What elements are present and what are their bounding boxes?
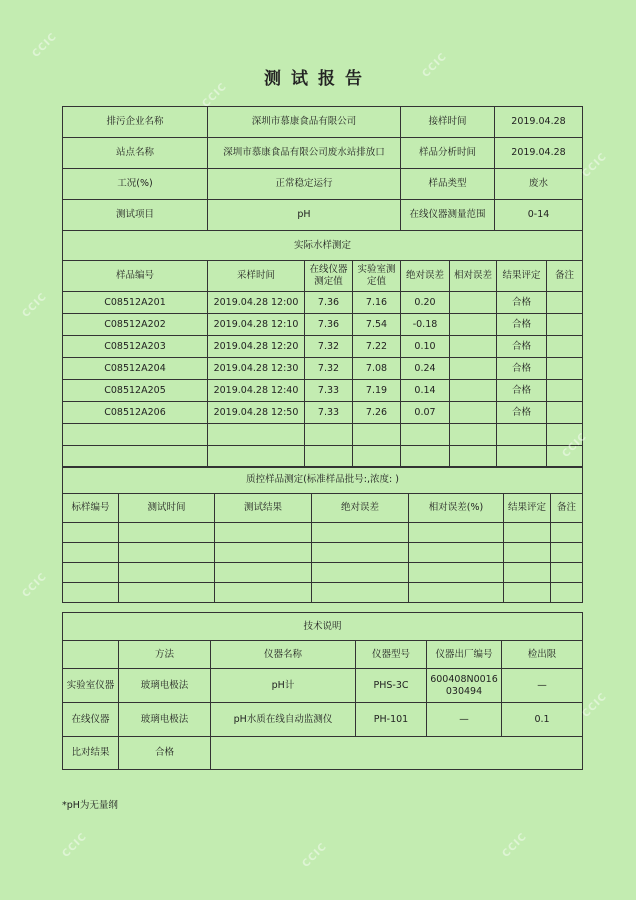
result: 合格: [497, 380, 547, 402]
watermark: CCIC: [300, 841, 330, 870]
note: [547, 314, 583, 336]
abs-error: 0.10: [401, 336, 450, 358]
watermark: CCIC: [500, 831, 530, 860]
sample-id: C08512A206: [63, 402, 208, 424]
site-label: 站点名称: [63, 138, 208, 169]
tech-header: 检出限: [502, 641, 583, 669]
analysis-time-value: 2019.04.28: [495, 138, 583, 169]
abs-error: 0.24: [401, 358, 450, 380]
qc-header: 测试时间: [119, 494, 215, 523]
result: 合格: [497, 358, 547, 380]
actual-header: 结果评定: [497, 261, 547, 292]
note: [547, 292, 583, 314]
lab-value: 7.19: [353, 380, 401, 402]
watermark: CCIC: [580, 691, 610, 720]
result: 合格: [497, 292, 547, 314]
sample-type-label: 样品类型: [401, 169, 495, 200]
tech-header: 方法: [119, 641, 211, 669]
empty-row: [63, 543, 583, 563]
sample-time-value: 2019.04.28: [495, 107, 583, 138]
sample-time-label: 接样时间: [401, 107, 495, 138]
info-table: [62, 106, 583, 231]
table-row: [63, 703, 583, 737]
lab-value: 7.54: [353, 314, 401, 336]
qc-header: 相对误差(%): [409, 494, 504, 523]
instrument-serial: 600408N0016030494: [427, 669, 502, 703]
actual-header: 相对误差: [450, 261, 497, 292]
table-row: [63, 380, 583, 402]
empty-row: [63, 523, 583, 543]
note: [547, 336, 583, 358]
table-row: [63, 314, 583, 336]
actual-header: 绝对误差: [401, 261, 450, 292]
note: [547, 358, 583, 380]
online-value: 7.33: [305, 380, 353, 402]
instrument-model: PHS-3C: [356, 669, 427, 703]
watermark: CCIC: [20, 291, 50, 320]
qc-header: 标样编号: [63, 494, 119, 523]
qc-header: 测试结果: [215, 494, 312, 523]
condition-value: 正常稳定运行: [208, 169, 401, 200]
abs-error: 0.07: [401, 402, 450, 424]
actual-section-title: 实际水样测定: [63, 231, 583, 261]
table-row: [63, 336, 583, 358]
watermark: CCIC: [200, 81, 230, 110]
sample-time: 2019.04.28 12:30: [208, 358, 305, 380]
empty-row: [63, 563, 583, 583]
online-value: 7.36: [305, 292, 353, 314]
watermark: CCIC: [420, 51, 450, 80]
instrument-name: pH计: [211, 669, 356, 703]
comparison-result-value: 合格: [119, 737, 211, 770]
tech-table: [62, 612, 583, 770]
item-value: pH: [208, 200, 401, 231]
tech-header: 仪器出厂编号: [427, 641, 502, 669]
note: [547, 380, 583, 402]
sample-time: 2019.04.28 12:10: [208, 314, 305, 336]
tech-header: 仪器型号: [356, 641, 427, 669]
note: [547, 402, 583, 424]
detection-limit: 0.1: [502, 703, 583, 737]
actual-header: 备注: [547, 261, 583, 292]
online-value: 7.36: [305, 314, 353, 336]
online-value: 7.32: [305, 336, 353, 358]
range-label: 在线仪器测量范围: [401, 200, 495, 231]
result: 合格: [497, 402, 547, 424]
qc-header: 绝对误差: [312, 494, 409, 523]
sample-type-value: 废水: [495, 169, 583, 200]
abs-error: -0.18: [401, 314, 450, 336]
condition-label: 工况(%): [63, 169, 208, 200]
lab-value: 7.22: [353, 336, 401, 358]
sample-time: 2019.04.28 12:40: [208, 380, 305, 402]
rel-error: [450, 314, 497, 336]
watermark: CCIC: [20, 571, 50, 600]
online-value: 7.32: [305, 358, 353, 380]
tech-section-title: 技术说明: [63, 613, 583, 641]
watermark: CCIC: [560, 431, 590, 460]
table-row: [63, 669, 583, 703]
comparison-result-blank: [211, 737, 583, 770]
empty-row: [63, 424, 583, 446]
table-row: [63, 402, 583, 424]
sample-id: C08512A202: [63, 314, 208, 336]
rel-error: [450, 402, 497, 424]
qc-section-title: 质控样品测定(标准样品批号:,浓度: ): [63, 467, 583, 494]
tech-header: 仪器名称: [211, 641, 356, 669]
empty-row: [63, 446, 583, 468]
rel-error: [450, 380, 497, 402]
actual-header: 在线仪器测定值: [305, 261, 353, 292]
result: 合格: [497, 336, 547, 358]
sample-time: 2019.04.28 12:20: [208, 336, 305, 358]
item-label: 测试项目: [63, 200, 208, 231]
lab-value: 7.08: [353, 358, 401, 380]
lab-value: 7.16: [353, 292, 401, 314]
range-value: 0-14: [495, 200, 583, 231]
empty-row: [63, 583, 583, 603]
sample-id: C08512A204: [63, 358, 208, 380]
rel-error: [450, 358, 497, 380]
sample-time: 2019.04.28 12:00: [208, 292, 305, 314]
watermark: CCIC: [60, 831, 90, 860]
qc-table: [62, 466, 583, 603]
watermark: CCIC: [580, 151, 610, 180]
online-value: 7.33: [305, 402, 353, 424]
comparison-result-label: 比对结果: [63, 737, 119, 770]
instrument-model: PH-101: [356, 703, 427, 737]
rel-error: [450, 292, 497, 314]
site-value: 深圳市慕康食品有限公司废水站排放口: [208, 138, 401, 169]
table-row: [63, 358, 583, 380]
qc-header: 备注: [551, 494, 583, 523]
watermark: CCIC: [30, 31, 60, 60]
sample-id: C08512A203: [63, 336, 208, 358]
footnote: *pH为无量纲: [62, 800, 118, 811]
abs-error: 0.14: [401, 380, 450, 402]
method: 玻璃电极法: [119, 703, 211, 737]
actual-header: 样品编号: [63, 261, 208, 292]
analysis-time-label: 样品分析时间: [401, 138, 495, 169]
actual-header: 采样时间: [208, 261, 305, 292]
company-label: 排污企业名称: [63, 107, 208, 138]
tech-header: [63, 641, 119, 669]
abs-error: 0.20: [401, 292, 450, 314]
result: 合格: [497, 314, 547, 336]
sample-time: 2019.04.28 12:50: [208, 402, 305, 424]
rel-error: [450, 336, 497, 358]
sample-id: C08512A205: [63, 380, 208, 402]
lab-value: 7.26: [353, 402, 401, 424]
company-value: 深圳市慕康食品有限公司: [208, 107, 401, 138]
table-row: [63, 292, 583, 314]
instrument-name: pH水质在线自动监测仪: [211, 703, 356, 737]
actual-sample-table: [62, 230, 583, 468]
instrument-type: 实验室仪器: [63, 669, 119, 703]
method: 玻璃电极法: [119, 669, 211, 703]
instrument-serial: —: [427, 703, 502, 737]
detection-limit: —: [502, 669, 583, 703]
sample-id: C08512A201: [63, 292, 208, 314]
actual-header: 实验室测定值: [353, 261, 401, 292]
page-title: 测试报告: [264, 69, 372, 89]
qc-header: 结果评定: [504, 494, 551, 523]
instrument-type: 在线仪器: [63, 703, 119, 737]
